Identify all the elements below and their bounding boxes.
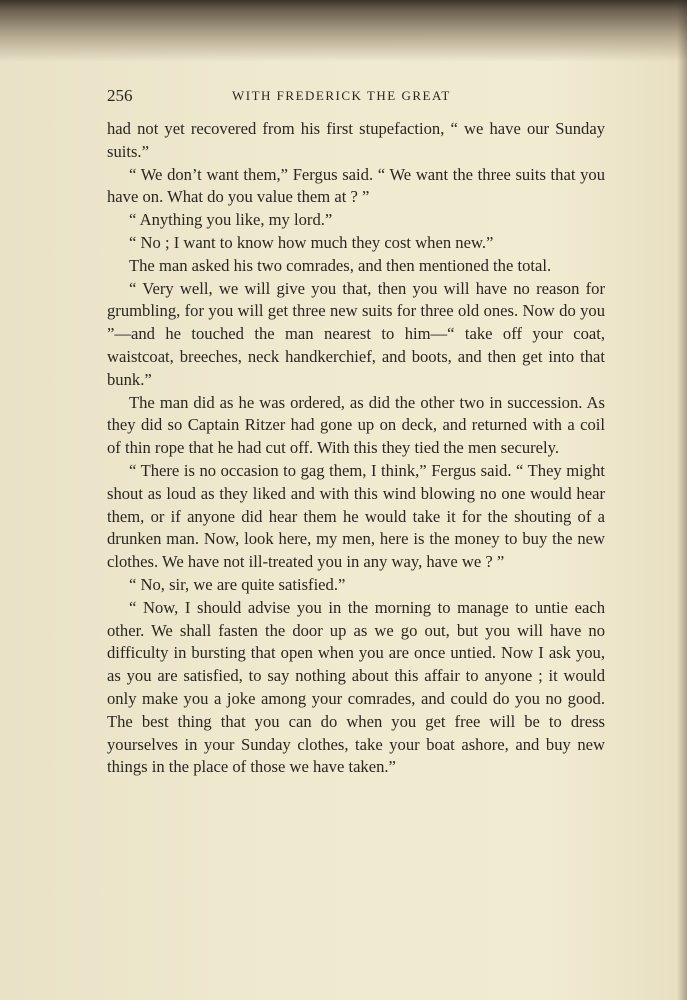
page-top-shadow — [0, 0, 687, 62]
paragraph: had not yet recovered from his first stupefaction, “ we have our Sunday suits.” — [107, 119, 605, 161]
page-header — [107, 86, 607, 106]
page-edge-shadow — [677, 0, 687, 1000]
page-number: 256 — [107, 86, 133, 105]
paragraph: The man asked his two comrades, and then mentioned the total. — [129, 255, 552, 275]
paragraph: “ Now, I should advise you in the morning to manage to untie each other. We shall fasten the door up as we go out, but you will have no difficulty in bursting that open when you are once untied. Now I ask you, as you are satisfied, to say nothing about this affair to anyone ; it would only make you a joke among your comrades, and could do you no good. The best thing that you can do when you get free will be to dress yourselves in your Sunday clothes, take your boat ashore, and buy new things in the place of those we have taken.” — [107, 597, 605, 777]
paragraph: The man did as he was ordered, as did the other two in succession. As they did so Captain Ritzer had gone up on deck, and returned with a coil of thin rope that he had cut off. With this they tied the men securely. — [107, 392, 605, 458]
paragraph: “ Very well, we will give you that, then you will have no reason for grumbling, for you will get three new suits for three old ones. Now do you ”—and he touched the man nearest to him—“ take off your coat, waistcoat, breeches, neck handkerchief, and boots, and then get into that bunk.” — [107, 278, 605, 389]
running-head: WITH FREDERICK THE GREAT — [232, 88, 451, 103]
paragraph: “ There is no occasion to gag them, I think,” Fergus said. “ They might shout as loud as they liked and with this wind blowing no one would hear them, or if anyone did hear them he would take it for the shouting of a drunken man. Now, look here, my men, here is the money to buy the new clothes. We have not ill-treated you in any way, have we ? ” — [107, 460, 605, 572]
paragraph: “ Anything you like, my lord.” — [129, 210, 333, 230]
paragraph: “ We don’t want them,” Fergus said. “ We want the three suits that you have on. What do you value them at ? ” — [107, 164, 605, 207]
paragraph: “ No, sir, we are quite satisfied.” — [129, 574, 346, 594]
body-text — [107, 118, 605, 779]
paragraph: “ No ; I want to know how much they cost when new.” — [129, 232, 494, 252]
